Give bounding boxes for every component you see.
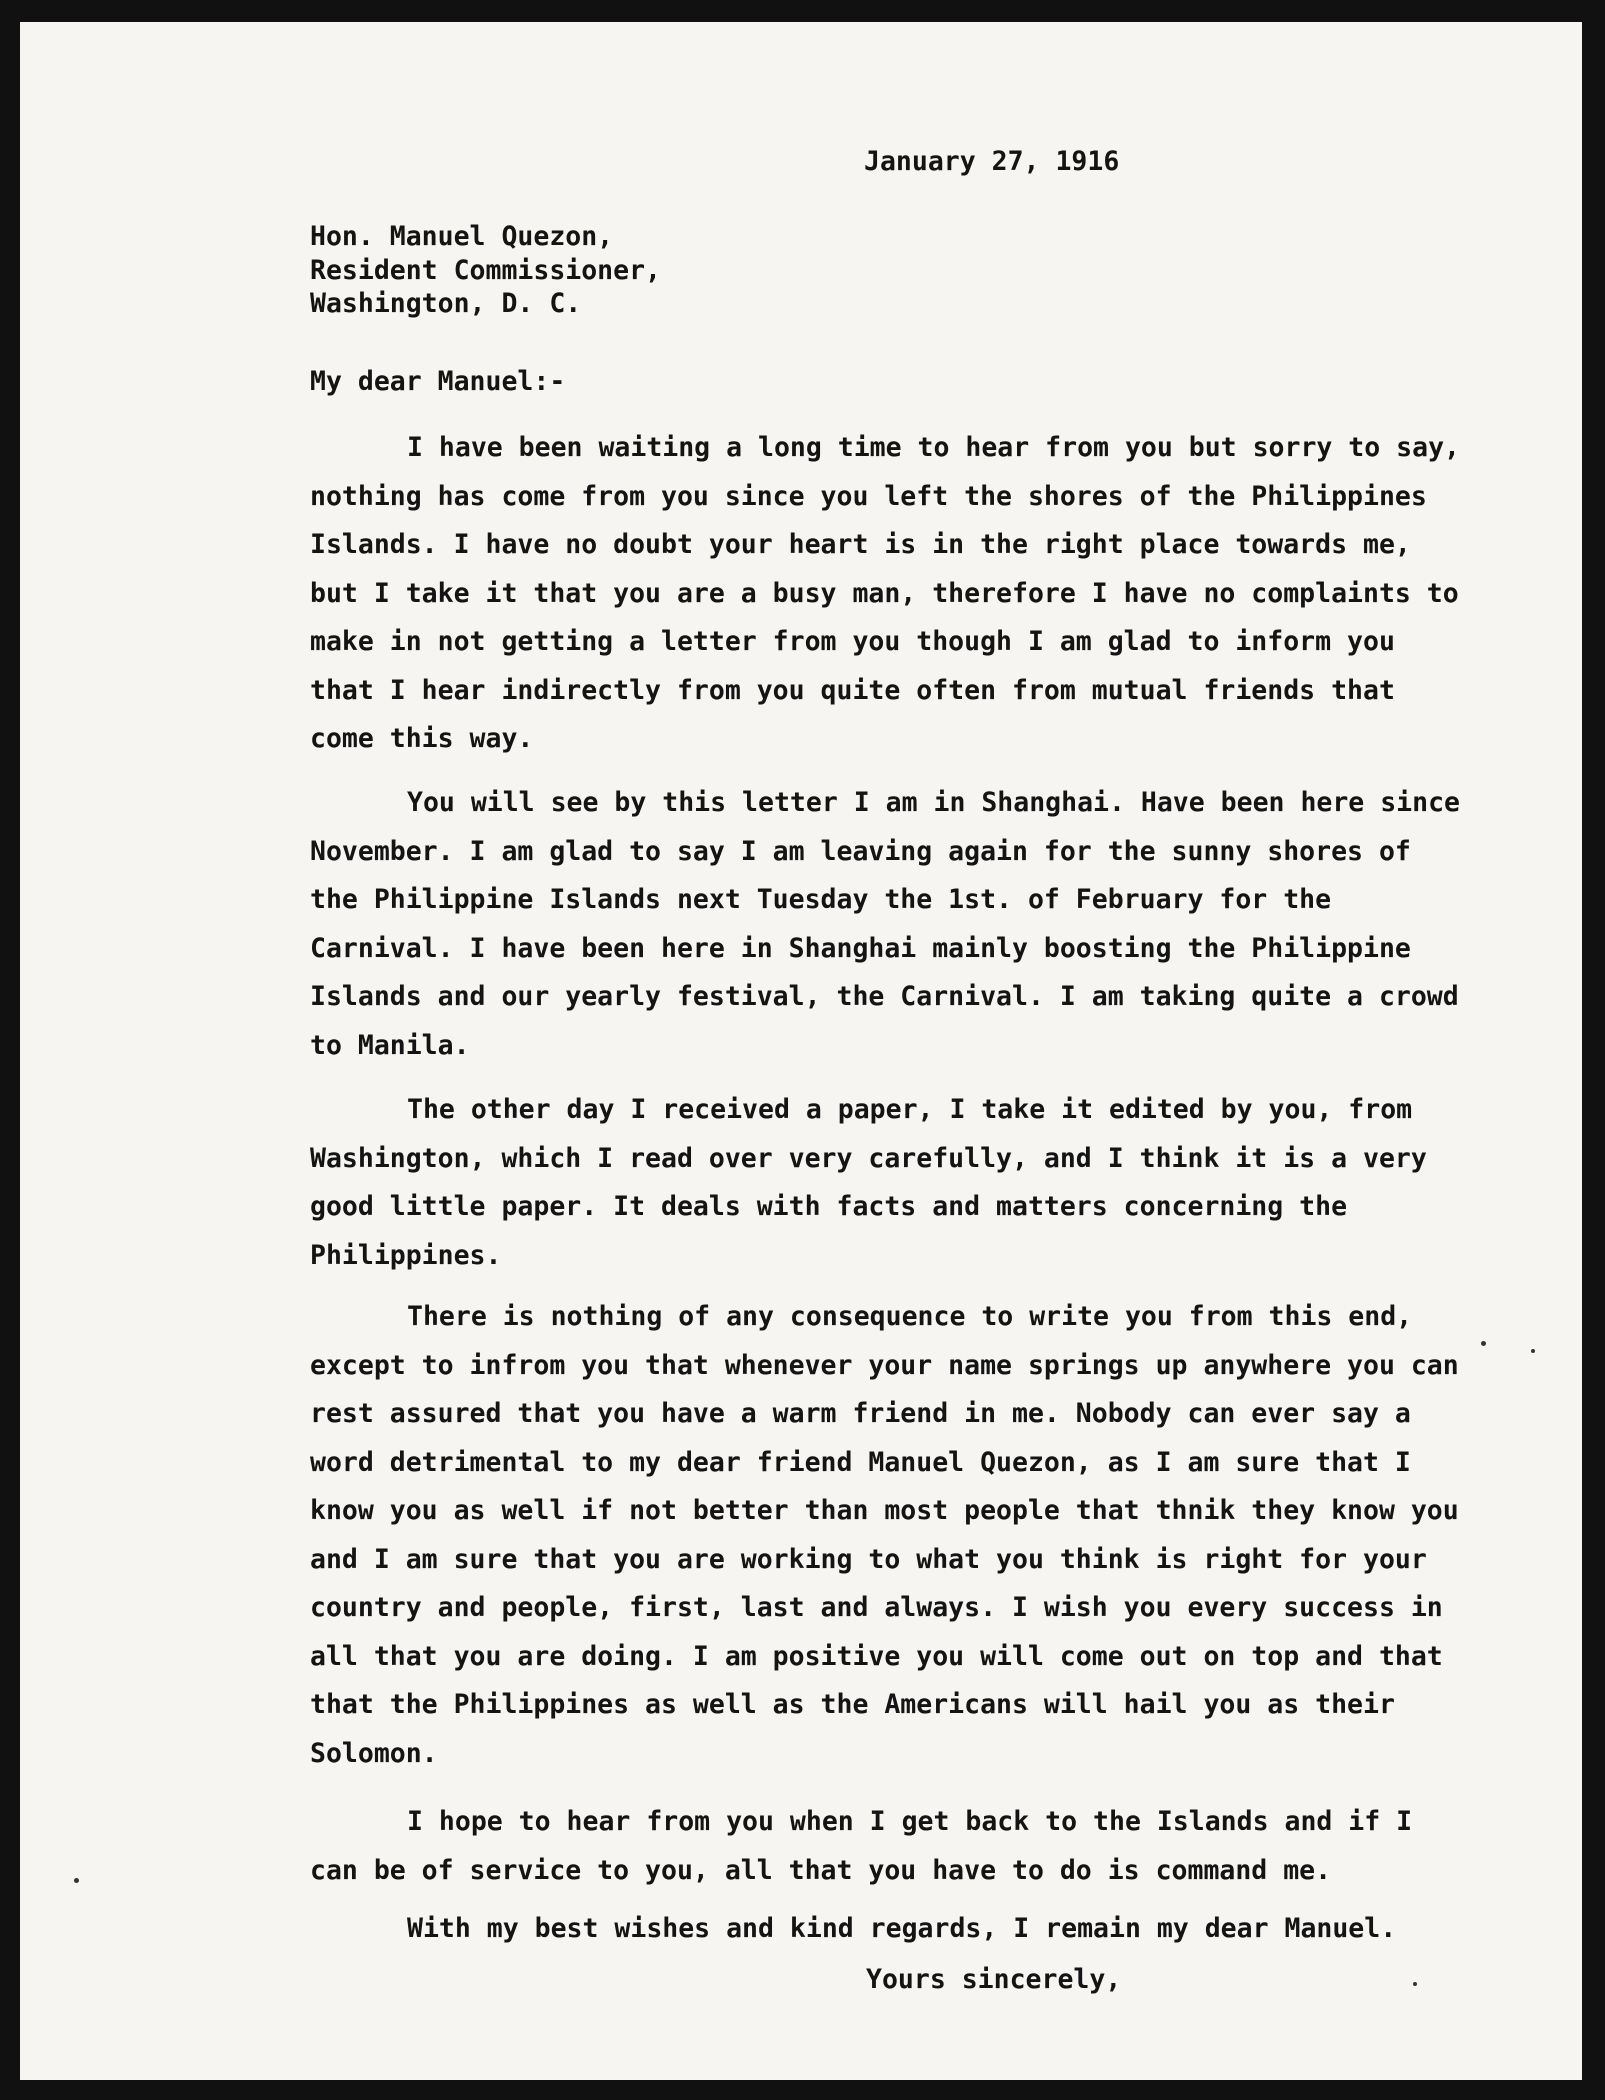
addressee-line: Resident Commissioner, xyxy=(310,254,661,286)
paragraph: I have been waiting a long time to hear from you but sorry to say, nothing has come from you since you left the shores of the Philippines Islands. I have no doubt your heart is in the right place towards me, but I take it that you are a busy man, therefore I have no complaints to make in not getting a letter from you though I am glad to inform you that I hear indirectly from you quite often from mutual friends that come this way. xyxy=(310,432,1460,754)
paragraph: You will see by this letter I am in Shanghai. Have been here since November. I am glad to say I am leaving again for the sunny shores of the Philippine Islands next Tuesday the 1st. of February for the Carnival. I have been here in Shanghai mainly boosting the Philippine Islands and our yearly festival, the Carnival. I am taking quite a crowd to Manila. xyxy=(310,787,1460,1061)
paragraph: With my best wishes and kind regards, I remain my dear Manuel. xyxy=(407,1913,1397,1944)
letter-date: January 27, 1916 xyxy=(864,146,1120,177)
paragraph-4-block xyxy=(310,1293,1470,1778)
letter-page xyxy=(20,22,1582,2080)
scan-speck xyxy=(1531,1349,1535,1353)
paragraph: I hope to hear from you when I get back to the Islands and if I can be of service to you, all that you have to do is command me. xyxy=(310,1806,1413,1886)
paragraph-5-block xyxy=(310,1798,1470,1895)
scan-speck xyxy=(74,1878,79,1883)
paragraph-3-block xyxy=(310,1086,1470,1280)
paragraph: The other day I received a paper, I take it edited by you, from Washington, which I read over very carefully, and I think it is a very good little paper. It deals with facts and matters concerning the Philippines. xyxy=(310,1094,1427,1271)
addressee-line: Hon. Manuel Quezon, xyxy=(310,221,614,252)
closing: Yours sincerely, xyxy=(866,1964,1122,1995)
paragraph-2-block xyxy=(310,779,1470,1070)
paragraph: There is nothing of any consequence to write you from this end, except to infrom you that whenever your name springs up anywhere you can rest assured that you have a warm friend in me. Nobody can ever say a word detrimental to my dear friend Manuel Quezon, as I am sure that I know you as well if not better than most people that thnik they know you and I am sure that you are working to what you think is right for your country and people, first, last and always. I wish you every success in all that you are doing. I am positive you will come out on top and that that the Philippines as well as the Americans will hail you as their Solomon. xyxy=(310,1301,1459,1769)
scan-speck xyxy=(1413,1982,1417,1986)
paragraph-1-block xyxy=(310,424,1470,764)
salutation: My dear Manuel:- xyxy=(310,366,566,397)
addressee-line: Washington, D. C. xyxy=(310,288,582,319)
letter-body xyxy=(20,22,1582,2080)
addressee-block xyxy=(310,220,661,321)
paragraph-6-block xyxy=(310,1909,1470,1949)
scan-speck xyxy=(1481,1341,1486,1346)
